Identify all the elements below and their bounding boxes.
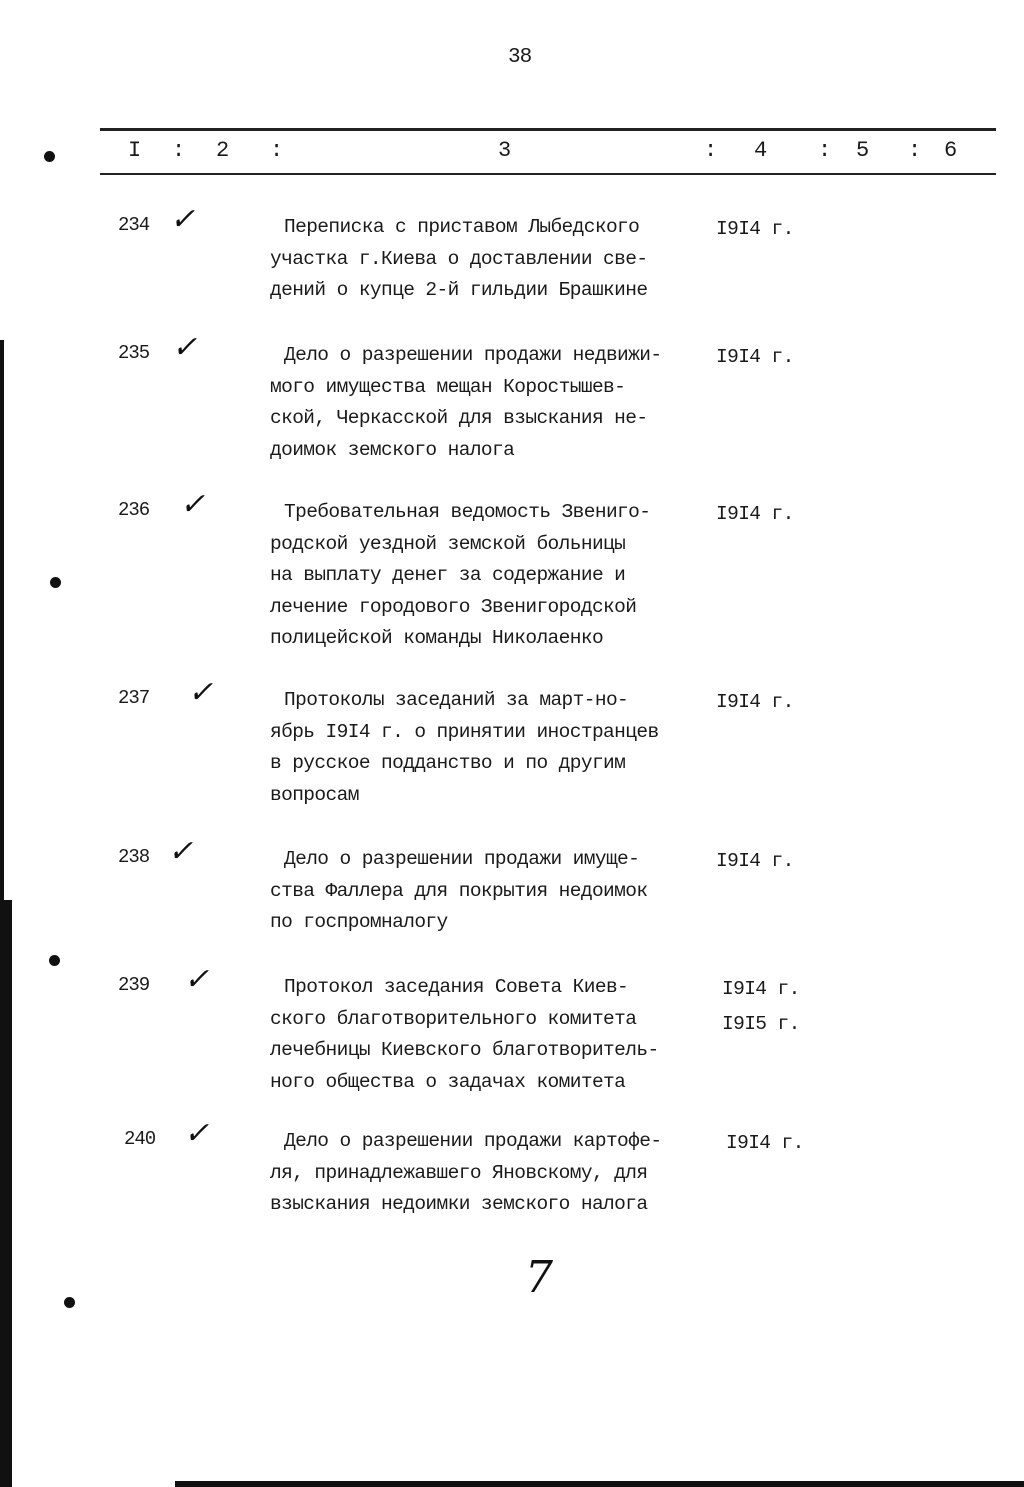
entry-number: 235: [118, 342, 150, 364]
column-header-5: 5: [856, 138, 870, 163]
entry-dates: I9I4 г.: [716, 503, 794, 525]
handwritten-mark: 7: [525, 1252, 553, 1303]
checkmark-icon: ✓: [184, 962, 210, 997]
entry-dates: I9I4 г.: [716, 346, 794, 368]
column-separator: :: [908, 138, 922, 163]
punch-hole-dot: [44, 151, 55, 162]
punch-hole-dot: [50, 577, 61, 588]
entry-description: Протокол заседания Совета Киев- ского благотворительного комитета лечебницы Киевского благотворитель- ного общества о задачах комитета: [270, 976, 659, 1093]
page-number: 38: [508, 46, 532, 69]
entry-number: 240: [124, 1128, 156, 1150]
checkmark-icon: ✓: [180, 487, 206, 522]
column-separator: :: [704, 138, 718, 163]
entry-number: 234: [118, 214, 150, 236]
punch-hole-dot: [64, 1297, 75, 1308]
scan-edge-bottom: [175, 1481, 1024, 1487]
entry-description: Дело о разрешении продажи картофе- ля, принадлежавшего Яновскому, для взыскания недоимки земского налога: [270, 1130, 662, 1215]
punch-hole-dot: [49, 955, 60, 966]
column-header-3: 3: [498, 138, 512, 163]
column-header-1: I: [128, 138, 142, 163]
entry-number: 239: [118, 974, 150, 996]
column-header-2: 2: [216, 138, 230, 163]
scan-edge-left-dark: [0, 900, 12, 1487]
header-rule-top: [100, 128, 996, 131]
entry-number: 237: [118, 687, 150, 709]
column-separator: :: [172, 138, 186, 163]
entry-description: Дело о разрешении продажи имуще- ства Фаллера для покрытия недоимок по госпромналогу: [270, 848, 648, 933]
checkmark-icon: ✓: [168, 834, 194, 869]
entry-dates: I9I4 г.: [716, 691, 794, 713]
checkmark-icon: ✓: [172, 330, 198, 365]
column-header-row: [100, 138, 996, 166]
entry-number: 238: [118, 846, 150, 868]
entry-description: Требовательная ведомость Звениго- родской уездной земской больницы на выплату денег за содержание и лечение городового Звенигородской полицейской команды Николаенко: [270, 501, 651, 649]
entry-description: Переписка с приставом Лыбедского участка г.Киева о доставлении све- дений о купце 2-й гильдии Брашкине: [270, 216, 648, 301]
checkmark-icon: ✓: [188, 675, 214, 710]
entry-dates: I9I4 г.: [726, 1132, 804, 1154]
entry-description: Протоколы заседаний за март-но- ябрь I9I4 г. о принятии иностранцев в русское подданство и по другим вопросам: [270, 689, 659, 806]
checkmark-icon: ✓: [184, 1116, 210, 1151]
entry-number: 236: [118, 499, 150, 521]
entry-dates: I9I4 г. I9I5 г.: [722, 978, 800, 1035]
entry-dates: I9I4 г.: [716, 218, 794, 240]
entry-dates: I9I4 г.: [716, 850, 794, 872]
checkmark-icon: ✓: [170, 202, 196, 237]
column-header-4: 4: [754, 138, 768, 163]
column-separator: :: [818, 138, 832, 163]
entry-description: Дело о разрешении продажи недвижи- мого имущества мещан Коростышев- ской, Черкасской для взыскания не- доимок земского налога: [270, 344, 662, 461]
column-separator: :: [270, 138, 284, 163]
header-rule-bottom: [100, 173, 996, 175]
column-header-6: 6: [944, 138, 958, 163]
